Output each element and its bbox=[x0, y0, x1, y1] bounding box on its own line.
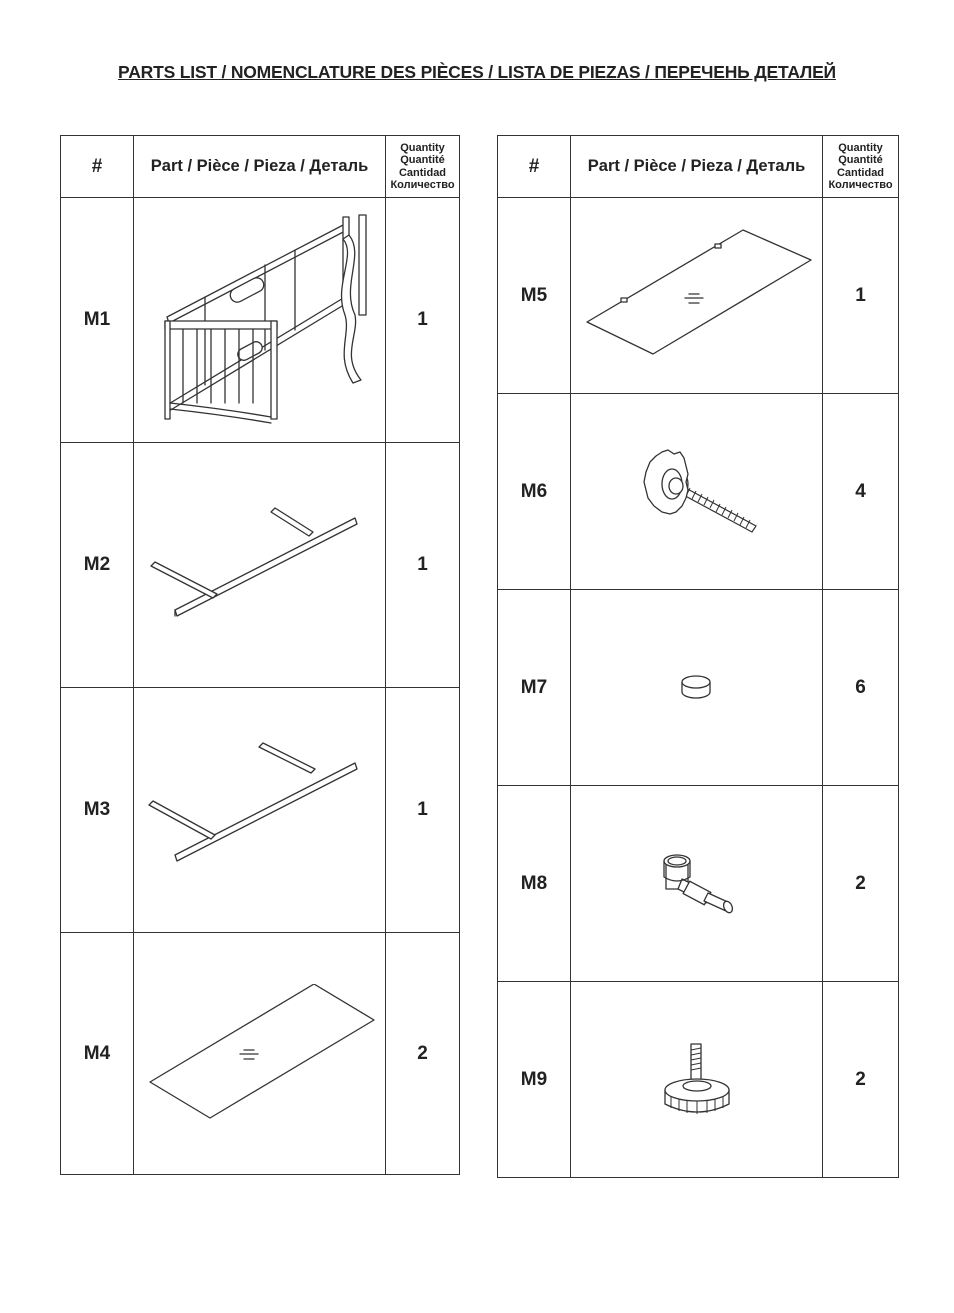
parts-table-left bbox=[60, 135, 460, 1175]
part-id: M9 bbox=[498, 982, 571, 1178]
page-title: PARTS LIST / NOMENCLATURE DES PIÈCES / LISTA DE PIEZAS / ПЕРЕЧЕНЬ ДЕТАЛЕЙ bbox=[118, 62, 836, 82]
table-row bbox=[61, 688, 460, 933]
table-row bbox=[498, 394, 899, 590]
part-quantity: 2 bbox=[823, 982, 899, 1178]
parts-table-right bbox=[497, 135, 899, 1178]
header-row bbox=[61, 136, 460, 198]
part-image bbox=[571, 198, 823, 394]
part-image bbox=[571, 786, 823, 982]
part-id: M6 bbox=[498, 394, 571, 590]
table-row bbox=[61, 198, 460, 443]
part-image bbox=[134, 443, 386, 688]
header-row bbox=[498, 136, 899, 198]
header-number: # bbox=[61, 136, 134, 198]
part-image bbox=[134, 933, 386, 1175]
header-quantity: Quantity Quantité Cantidad Количество bbox=[823, 136, 899, 198]
leveling-bolt-icon bbox=[632, 442, 762, 542]
cap-icon bbox=[677, 673, 717, 703]
header-part: Part / Pièce / Pieza / Деталь bbox=[134, 136, 386, 198]
part-image bbox=[134, 688, 386, 933]
part-image bbox=[571, 982, 823, 1178]
part-quantity: 1 bbox=[386, 198, 460, 443]
rail-assembly-icon bbox=[145, 490, 375, 640]
rail-assembly-icon bbox=[145, 735, 375, 885]
part-quantity: 1 bbox=[386, 443, 460, 688]
board-panel-icon bbox=[581, 226, 813, 366]
part-id: M2 bbox=[61, 443, 134, 688]
part-quantity: 1 bbox=[823, 198, 899, 394]
part-quantity: 1 bbox=[386, 688, 460, 933]
table-row bbox=[498, 590, 899, 786]
part-id: M3 bbox=[61, 688, 134, 933]
table-row bbox=[498, 786, 899, 982]
part-id: M7 bbox=[498, 590, 571, 786]
part-quantity: 2 bbox=[823, 786, 899, 982]
part-id: M8 bbox=[498, 786, 571, 982]
part-image bbox=[571, 590, 823, 786]
connector-icon bbox=[652, 849, 742, 919]
table-row bbox=[498, 198, 899, 394]
header-part: Part / Pièce / Pieza / Деталь bbox=[571, 136, 823, 198]
table-row bbox=[498, 982, 899, 1178]
board-panel-icon bbox=[144, 984, 376, 1124]
header-quantity: Quantity Quantité Cantidad Количество bbox=[386, 136, 460, 198]
part-quantity: 4 bbox=[823, 394, 899, 590]
header-number: # bbox=[498, 136, 571, 198]
bed-frame-icon bbox=[145, 205, 375, 435]
part-image bbox=[134, 198, 386, 443]
table-row bbox=[61, 443, 460, 688]
table-row bbox=[61, 933, 460, 1175]
leveling-foot-icon bbox=[657, 1040, 737, 1120]
part-id: M5 bbox=[498, 198, 571, 394]
part-quantity: 6 bbox=[823, 590, 899, 786]
part-quantity: 2 bbox=[386, 933, 460, 1175]
part-image bbox=[571, 394, 823, 590]
part-id: M4 bbox=[61, 933, 134, 1175]
part-id: M1 bbox=[61, 198, 134, 443]
